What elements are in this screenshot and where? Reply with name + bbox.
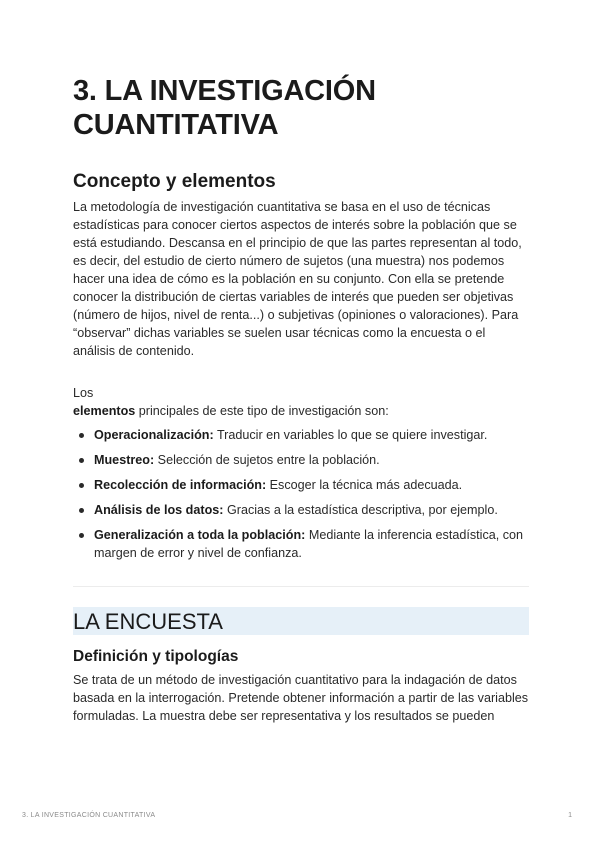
footer-page-number: 1 <box>568 812 572 819</box>
list-item <box>73 451 529 469</box>
list-item-term: Muestreo: <box>94 453 155 467</box>
list-item-term: Análisis de los datos: <box>94 503 224 517</box>
concept-paragraph: La metodología de investigación cuantitativa se basa en el uso de técnicas estadísticas para conocer ciertos aspectos de interés sobre la población que se está estudiando. Descansa en el principio de que las partes representan al todo, es decir, del estudio de cierto número de sujetos (una muestra) nos podemos hacer una idea de cómo es la población en su conjunto. Con ella se pretende conocer la distribución de ciertas variables de interés que pueden ser objetivas (número de hijos, nivel de renta...) o subjetivas (opiniones o valoraciones). Para “observar” dichas variables se suelen usar técnicas como la encuesta o el análisis de contenido. <box>73 200 522 358</box>
list-item-desc: Selección de sujetos entre la población. <box>154 453 380 467</box>
elements-intro-suffix: principales de este tipo de investigación son: <box>135 404 389 418</box>
list-item-desc: Traducir en variables lo que se quiere investigar. <box>213 428 488 442</box>
elements-intro-prefix: Los <box>73 386 94 400</box>
footer-label: 3. LA INVESTIGACIÓN CUANTITATIVA <box>22 812 156 819</box>
bullet-icon <box>79 533 84 538</box>
survey-subheading: Definición y tipologías <box>73 648 239 665</box>
elements-intro-bold: elementos <box>73 404 136 418</box>
list-item-desc: Escoger la técnica más adecuada. <box>266 478 463 492</box>
page-title: 3. LA INVESTIGACIÓN CUANTITATIVA <box>73 75 376 141</box>
bullet-icon <box>79 483 84 488</box>
list-item-term: Operacionalización: <box>94 428 214 442</box>
list-item <box>73 426 529 444</box>
survey-paragraph <box>73 671 529 725</box>
list-item-term: Generalización a toda la población: <box>94 528 306 542</box>
page-content <box>73 74 529 725</box>
list-item <box>73 501 529 519</box>
list-item-term: Recolección de información: <box>94 478 267 492</box>
list-item <box>73 476 529 494</box>
list-item <box>73 526 529 562</box>
list-item-desc: Gracias a la estadística descriptiva, por ejemplo. <box>223 503 498 517</box>
concept-heading: Concepto y elementos <box>73 171 276 192</box>
bullet-icon <box>79 508 84 513</box>
list-item-desc: Mediante la inferencia estadística, con margen de error y nivel de confianza. <box>94 528 524 560</box>
section-divider <box>73 586 529 587</box>
survey-paragraph-line2: formuladas. La muestra debe ser representativa y los resultados se pueden <box>73 709 495 723</box>
elements-intro <box>73 384 529 420</box>
survey-section-title: LA ENCUESTA <box>73 607 529 635</box>
bullet-icon <box>79 458 84 463</box>
survey-paragraph-line1: Se trata de un método de investigación cuantitativo para la indagación de datos basada en la interrogación. Pretende obtener información a partir de las variables <box>73 673 529 705</box>
elements-list <box>73 426 529 562</box>
bullet-icon <box>79 433 84 438</box>
